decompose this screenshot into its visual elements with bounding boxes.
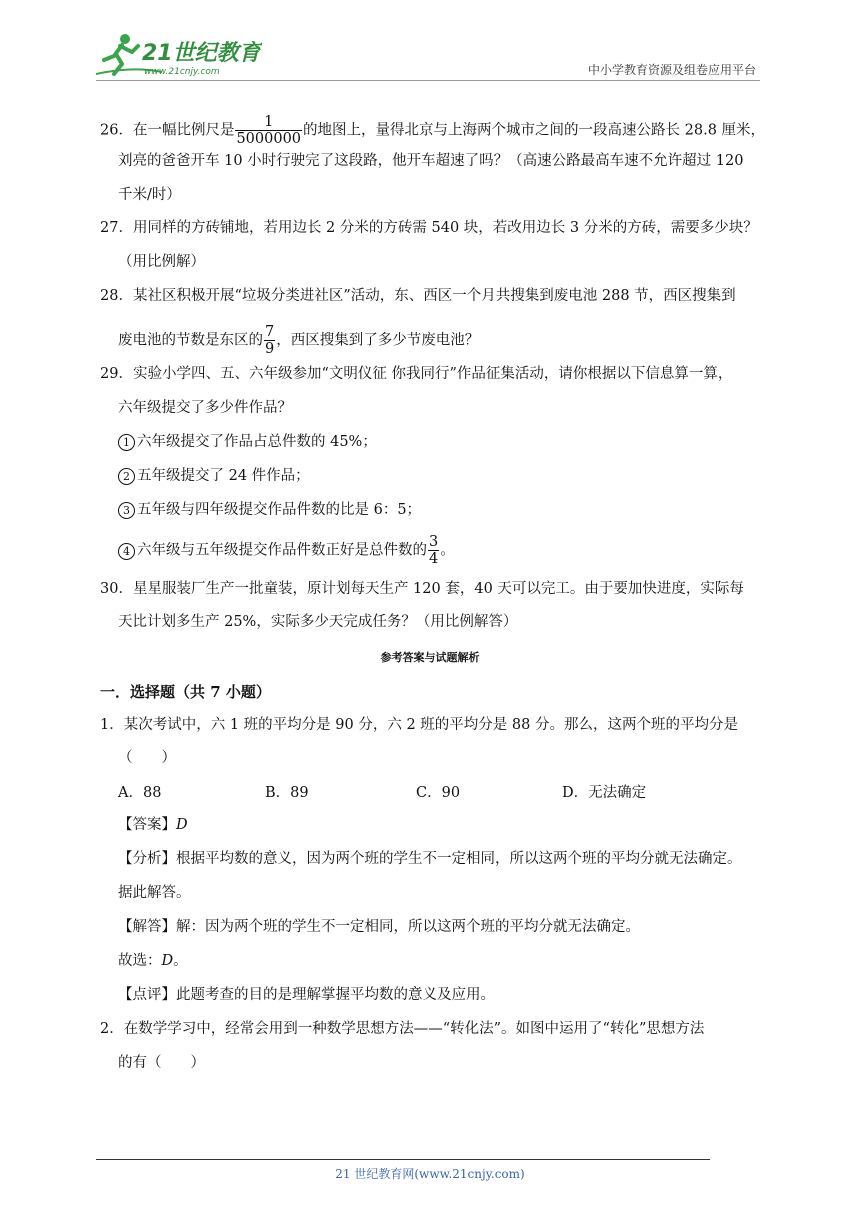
question-30-line-1: 30．星星服装厂生产一批童装，原计划每天生产 120 套，40 天可以完工。由于要加快进度，实际每 [100,581,744,597]
question-29-line-1: 29．实验小学四、五、六年级参加“文明仪征 你我同行”作品征集活动，请你根据以下信息算一算， [100,366,733,382]
platform-name: 中小学教育资源及组卷应用平台 [587,63,756,77]
choice-a: A．88 [118,785,162,801]
question-30-line-2: 天比计划多生产 25%，实际多少天完成任务？（用比例解答） [118,614,518,630]
question-28-line-2: 废电池的节数是东区的 $\frac{7}{9}$ ，西区搜集到了多少节废电池？ [118,324,480,357]
question-26-line-2: 刘亮的爸爸开车 10 小时行驶完了这段路，他开车超速了吗？（高速公路最高车速不允许超过 120 [118,153,744,169]
question-29-item-3: 3 五年级与四年级提交作品件数的比是 6：5； [118,500,421,520]
footer-link[interactable]: 21 世纪教育网(www.21cnjy.com) [335,1167,525,1181]
answer-1-choose: 故选：D。 [118,953,188,969]
choice-c: C．90 [416,785,461,801]
question-26-line-3: 千米/时） [118,187,181,203]
question-27-line-1: 27．用同样的方砖铺地，若用边长 2 分米的方砖需 540 块，若改用边长 3 分米的方砖，需要多少块？ [100,220,758,236]
answer-1-solution: 【解答】解：因为两个班的学生不一定相同，所以这两个班的平均分就无法确定。 [118,919,640,935]
question-28-line-1: 28．某社区积极开展“垃圾分类进社区”活动，东、西区一个月共搜集到废电池 288 节，西区搜集到 [100,288,736,304]
question-29-item-4: 4 六年级与五年级提交作品件数正好是总件数的 $\frac{3}{4}$ 。 [118,534,455,567]
fraction-three-quarters: $\frac{3}{4}$ [429,534,439,567]
answers-title: 参考答案与试题解析 [380,651,480,664]
footer-divider [96,1159,710,1160]
section-heading: 一．选择题（共 7 小题） [100,683,271,701]
choice-b: B．89 [265,785,309,801]
scale-fraction: $\frac{1}{5000000}$ [236,114,302,147]
ratio-fraction: $\frac{7}{9}$ [265,324,275,357]
site-logo [92,30,262,80]
question-27-line-2: （用比例解） [118,254,205,270]
question-29-item-2: 2 五年级提交了 24 件作品； [118,466,310,486]
answer-2-question-line-2: 的有（ ） [118,1055,205,1071]
answer-1-answer: 【答案】D [118,817,188,833]
question-26-line-1: 26．在一幅比例尺是 $\frac{1}{5000000}$ 的地图上，量得北京与上海两个城市之间的一段高速公路长 28.8 厘米， [100,114,766,147]
answer-1-analysis-line-2: 据此解答。 [118,885,191,901]
svg-text:www.21cnjy.com: www.21cnjy.com [144,67,220,77]
header-divider [96,80,760,81]
answer-1-question-line-2: （ ） [118,750,176,766]
answer-1-question-line-1: 1．某次考试中，六 1 班的平均分是 90 分，六 2 班的平均分是 88 分。那么，这两个班的平均分是 [100,717,738,733]
svg-text:21世纪教育: 21世纪教育 [142,41,261,66]
choice-d: D．无法确定 [562,785,647,801]
question-29-line-2: 六年级提交了多少件作品？ [118,400,292,416]
question-29-item-1: 1 六年级提交了作品占总件数的 45%； [118,432,377,452]
answer-2-question-line-1: 2．在数学学习中，经常会用到一种数学思想方法——“转化法”。如图中运用了“转化”思想方法 [100,1021,705,1037]
answer-1-comment: 【点评】此题考查的目的是理解掌握平均数的意义及应用。 [118,987,495,1003]
answer-1-analysis-line-1: 【分析】根据平均数的意义，因为两个班的学生不一定相同，所以这两个班的平均分就无法确定。 [118,851,742,867]
